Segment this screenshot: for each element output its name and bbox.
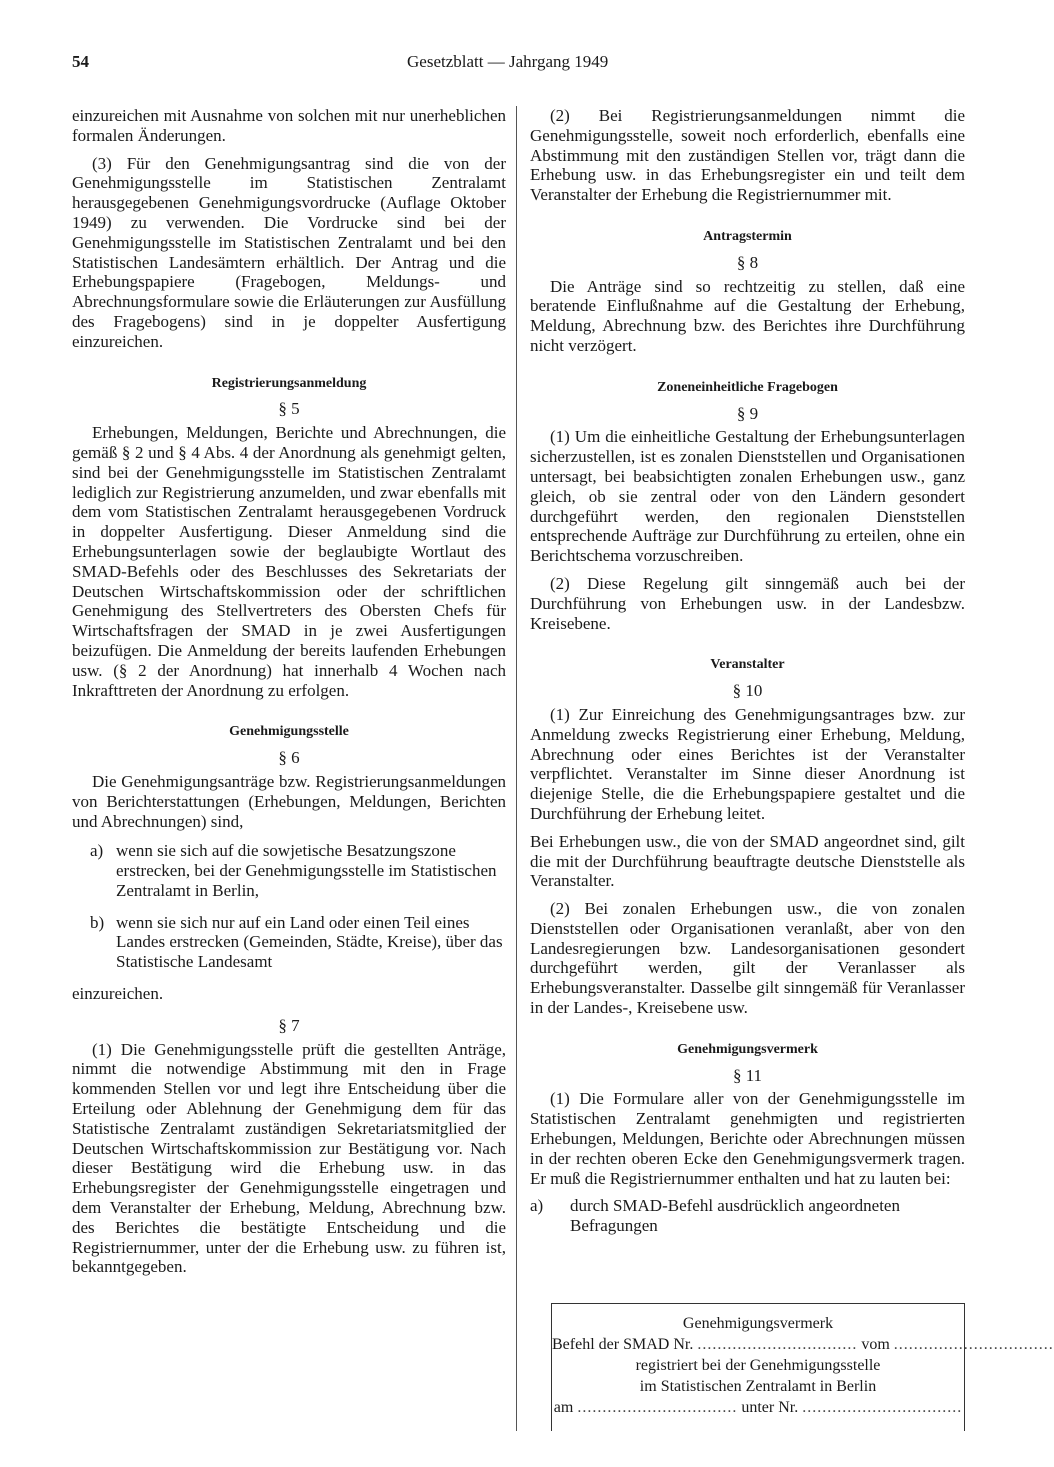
section-heading: Registrierungsanmeldung [211, 375, 367, 391]
list-text: wenn sie sich auf die sowjetische Besatzungszone erstrecken, bei der Genehmigungsstelle im Statistischen Zentralamt in Berlin, [116, 841, 497, 900]
right-column [530, 106, 965, 1236]
list-item [72, 913, 506, 972]
list-marker: b) [90, 912, 105, 932]
section-number: § 10 [732, 681, 763, 701]
paragraph: (1) Um die einheitliche Gestaltung der Erhebungsunterlagen sicherzustellen, ist es zonalen Dienststellen und Organisationen untersagt, bei beabsichtigten zonalen Erhebungen usw., ganz gleich, ob sie zentral oder von den Ländern gesondert durchgeführt werden, den regionalen Dienststellen entsprechende Aufträge zur Durchführung zu erteilen, ohne ein Berichtschema vorzuschreiben. [530, 427, 965, 566]
stamp-title: Genehmigungsvermerk [682, 1315, 834, 1332]
paragraph: Die Anträge sind so rechtzeitig zu stellen, daß eine beratende Einflußnahme auf die Gestaltung der Erhebung, Meldung, Abrechnung bzw. des Berichtes ihre Durchführung nicht verzögert. [530, 276, 965, 355]
section-number: § 7 [278, 1015, 300, 1035]
paragraph: (2) Diese Regelung gilt sinngemäß auch bei der Durchführung von Erhebungen usw. in der Landesbzw. Kreisebene. [530, 573, 965, 633]
section-heading: Zoneneinheitliche Fragebogen [657, 379, 838, 395]
fill-in-dots: ................................ [697, 1336, 858, 1353]
list-item [72, 841, 506, 900]
stamp-label: am [553, 1399, 574, 1416]
fill-in-dots: ................................ [577, 1399, 738, 1416]
paragraph: (1) Zur Einreichung des Genehmigungsantrages bzw. zur Anmeldung zwecks Registrierung einer Erhebung, Meldung, Abrechnung oder eines Berichtes ist der Veranstalter verpflichtet. Veranstalter im Sinne dieser Anordnung ist diejenige Stelle, die die Erhebungspapiere gestaltet und die Durchführung der Erhebung leitet. [530, 704, 965, 823]
stamp-label: Befehl der SMAD Nr. [552, 1336, 694, 1353]
fill-in-dots: ................................ [802, 1399, 963, 1416]
running-title: Gesetzblatt — Jahrgang 1949 [407, 52, 609, 71]
paragraph: Die Genehmigungsanträge bzw. Registrierungsanmeldungen von Berichterstattungen (Erhebungen, Meldungen, Berichten und Abrechnungen) sind, [72, 771, 506, 831]
section-number: § 9 [736, 403, 759, 423]
stamp-line-registered: registriert bei der Genehmigungsstelle [635, 1357, 881, 1374]
section-heading: Veranstalter [710, 657, 785, 673]
list-item [530, 1196, 965, 1236]
column-divider [516, 106, 517, 1431]
paragraph: (1) Die Formulare aller von der Genehmigungsstelle im Statistischen Zentralamt genehmigten und registrierten Erhebungen, Meldungen, Berichte oder Abrechnungen müssen in der rechten oberen Ecke den Genehmigungsvermerk tragen. Er muß die Registriernummer enthalten und hat zu lauten bei: [530, 1089, 965, 1188]
left-column [72, 106, 506, 1285]
approval-stamp-box [551, 1303, 1054, 1431]
page-number: 54 [72, 52, 89, 71]
paragraph: Erhebungen, Meldungen, Berichte und Abrechnungen, die gemäß § 2 und § 4 Abs. 4 der Anordnung als genehmigt gelten, sind bei der Genehmigungsstelle im Statistischen Zentralamt lediglich zur Registrierung anzumelden, und zwar ebenfalls mit dem vom Statistischen Zentralamt herausgegebenen Vordruck in doppelter Ausfertigung. Dieser Anmeldung sind die Erhebungsunterlagen sowie der beglaubigte Wortlaut des SMAD-Befehls oder des Beschlusses des Sekretariats der Deutschen Wirtschaftskommission oder der schriftlichen Genehmigung des Stellvertreters des Obersten Chefs für Wirtschaftsfragen der SMAD in je zwei Ausfertigungen beizufügen. Die Anmeldung der bereits laufenden Erhebungen usw. (§ 2 der Anordnung) hat innerhalb 4 Wochen nach Inkrafttreten der Anordnung zu erfolgen. [72, 423, 506, 700]
paragraph: (3) Für den Genehmigungsantrag sind die von der Genehmigungsstelle im Statistischen Zentralamt herausgegebenen Genehmigungsvordrucke (Auflage Oktober 1949) zu verwenden. Die Vordrucke sind bei der Genehmigungsstelle im Statistischen Zentralamt und bei den Statistischen Landesämtern erhältlich. Der Antrag und die Erhebungspapiere (Fragebogen, Meldungs- und Abrechnungsformulare sowie die Erläuterungen zur Ausfüllung des Fragebogens) sind in je doppelter Ausfertigung einzureichen. [72, 153, 506, 351]
stamp-line-order [552, 1334, 1054, 1355]
paragraph: Bei Erhebungen usw., die von der SMAD angeordnet sind, gilt die mit der Durchführung beauftragte deutsche Dienststelle als Veranstalter. [530, 831, 965, 891]
section-heading: Genehmigungsvermerk [677, 1041, 818, 1057]
paragraph: einzureichen. [72, 984, 164, 1004]
paragraph: (1) Die Genehmigungsstelle prüft die gestellten Anträge, nimmt die notwendige Abstimmung mit den in Frage kommenden Stellen vor und legt ihre Entscheidung über die Erteilung oder Ablehnung der Genehmigung dem für das Statistische Zentralamt zuständigen Sekretariatsmitglied der Deutschen Wirtschaftskommission zur Bestätigung vor. Nach dieser Bestätigung wird die Erhebung usw. in das Erhebungsregister der Genehmigungsstelle eingetragen und dem Veranstalter der Erhebung, Meldung, Abrechnung bzw. des Berichtes die bestätigte Entscheidung und die Registriernummer, unter der die Erhebung usw. zu führen ist, bekanntgegeben. [72, 1039, 506, 1277]
section-number: § 8 [736, 252, 759, 272]
fill-in-dots: ................................ [893, 1336, 1054, 1353]
section-heading: Antragstermin [703, 228, 792, 244]
stamp-label: unter Nr. [741, 1399, 799, 1416]
section-heading: Genehmigungsstelle [229, 724, 349, 740]
list-text: durch SMAD-Befehl ausdrücklich angeordneten Befragungen [570, 1196, 900, 1236]
section-number: § 6 [278, 748, 300, 768]
paragraph: einzureichen mit Ausnahme von solchen mit nur unerheblichen formalen Änderungen. [72, 106, 506, 145]
section-number: § 5 [278, 399, 300, 419]
section-number: § 11 [732, 1065, 763, 1085]
stamp-line-office: im Statistischen Zentralamt in Berlin [639, 1378, 877, 1395]
paragraph: (2) Bei Registrierungsanmeldungen nimmt die Genehmigungsstelle, soweit noch erforderlich, ebenfalls eine Abstimmung mit den zuständigen Stellen vor, trägt dann die Erhebung usw. in das Erhebungsregister ein und teilt dem Veranstalter der Erhebung die Registriernummer mit. [530, 106, 965, 205]
list-text: wenn sie sich nur auf ein Land oder einen Teil eines Landes erstrecken (Gemeinden, Städte, Kreise), über das Statistische Landesamt [116, 912, 503, 972]
list-marker: a) [90, 841, 104, 861]
stamp-label: vom [861, 1336, 890, 1353]
stamp-line-date [552, 1397, 964, 1418]
page-header [72, 48, 967, 78]
paragraph: (2) Bei zonalen Erhebungen usw., die von zonalen Dienststellen oder Organisationen veranlaßt, aber von den Landesregierungen bzw. Landesorganisationen gesondert durchgeführt werden, gilt der Veranlasser als Erhebungsveranstalter. Dasselbe gilt sinngemäß für Veranlasser in der Landes-, Kreisebene usw. [530, 899, 965, 1018]
list-marker: a) [530, 1196, 544, 1216]
